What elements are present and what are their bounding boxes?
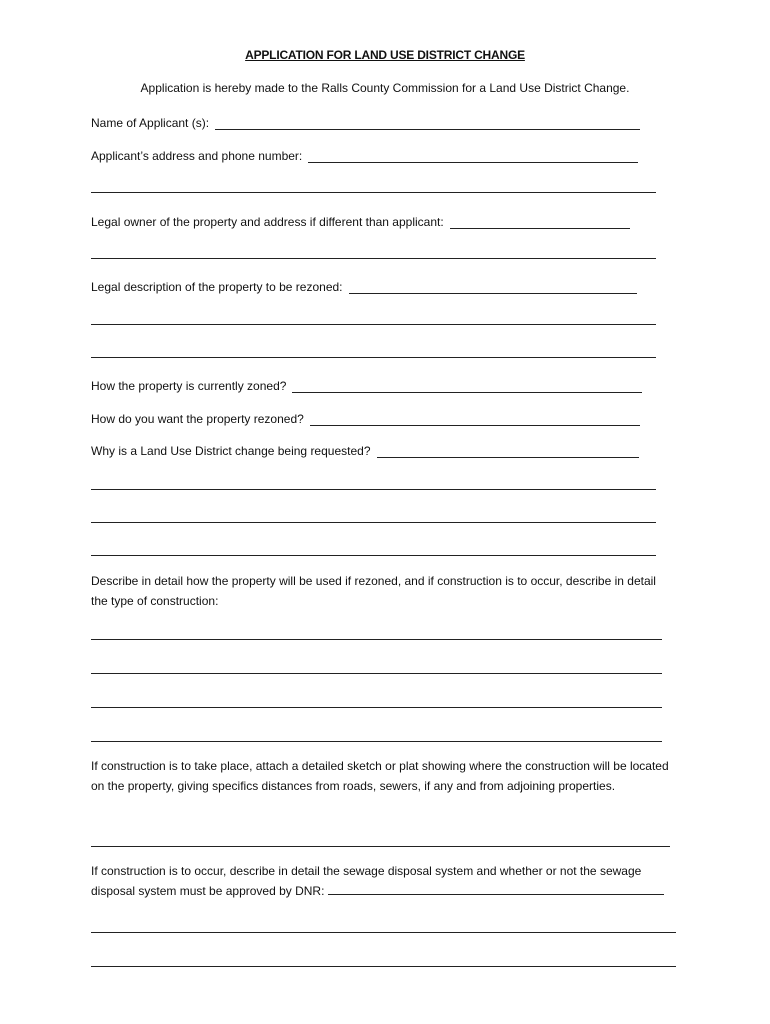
sewage-field-line-2[interactable] [91,931,676,933]
usage-description-field-line-1[interactable] [91,638,662,640]
current-zoning-row [91,377,642,393]
intro-text: Application is hereby made to the Ralls County Commission for a Land Use District Change. [140,81,630,95]
reason-field[interactable] [377,445,639,458]
sewage-label: If construction is to occur, describe in detail the sewage disposal system and whether or not the sewage disposal system must be approved by DNR: [91,864,642,898]
legal-owner-label: Legal owner of the property and address if different than applicant: [91,215,444,229]
reason-field-line-3[interactable] [91,521,656,523]
sewage-field[interactable] [328,882,664,895]
applicant-name-label: Name of Applicant (s): [91,116,210,130]
address-phone-row [91,147,638,163]
legal-owner-row [91,213,630,229]
desired-zoning-row [91,410,640,426]
usage-description-field-line-4[interactable] [91,740,662,742]
usage-description-label: Describe in detail how the property will be used if rezoned, and if construction is to occur, describe in detail the type of construction: [91,574,656,608]
sewage-field-line-3[interactable] [91,965,676,967]
legal-description-field-line-3[interactable] [91,356,656,358]
legal-description-field-line-2[interactable] [91,323,656,325]
reason-field-line-4[interactable] [91,554,656,556]
sketch-field-line[interactable] [91,845,670,847]
sewage-label-wrapper [91,862,681,901]
legal-description-row [91,278,637,294]
reason-row [91,442,639,458]
address-phone-label: Applicant’s address and phone number: [91,149,303,163]
legal-owner-field-line-2[interactable] [91,257,656,259]
desired-zoning-field[interactable] [310,413,640,426]
current-zoning-label: How the property is currently zoned? [91,379,287,393]
current-zoning-field[interactable] [292,380,642,393]
address-phone-field-line-2[interactable] [91,191,656,193]
sketch-instruction-text: If construction is to take place, attach a detailed sketch or plat showing where the construction will be located on the property, giving specifics distances from roads, sewers, if any and from adjoining properties. [91,759,669,793]
legal-owner-field[interactable] [450,216,630,229]
reason-label: Why is a Land Use District change being requested? [91,444,371,458]
applicant-name-field[interactable] [215,117,640,130]
reason-field-line-2[interactable] [91,488,656,490]
form-title: APPLICATION FOR LAND USE DISTRICT CHANGE [245,48,525,62]
usage-description-field-line-3[interactable] [91,706,662,708]
applicant-name-row [91,114,640,130]
legal-description-field[interactable] [349,281,637,294]
usage-description-field-line-2[interactable] [91,672,662,674]
address-phone-field[interactable] [308,150,638,163]
desired-zoning-label: How do you want the property rezoned? [91,412,304,426]
legal-description-label: Legal description of the property to be rezoned: [91,280,343,294]
